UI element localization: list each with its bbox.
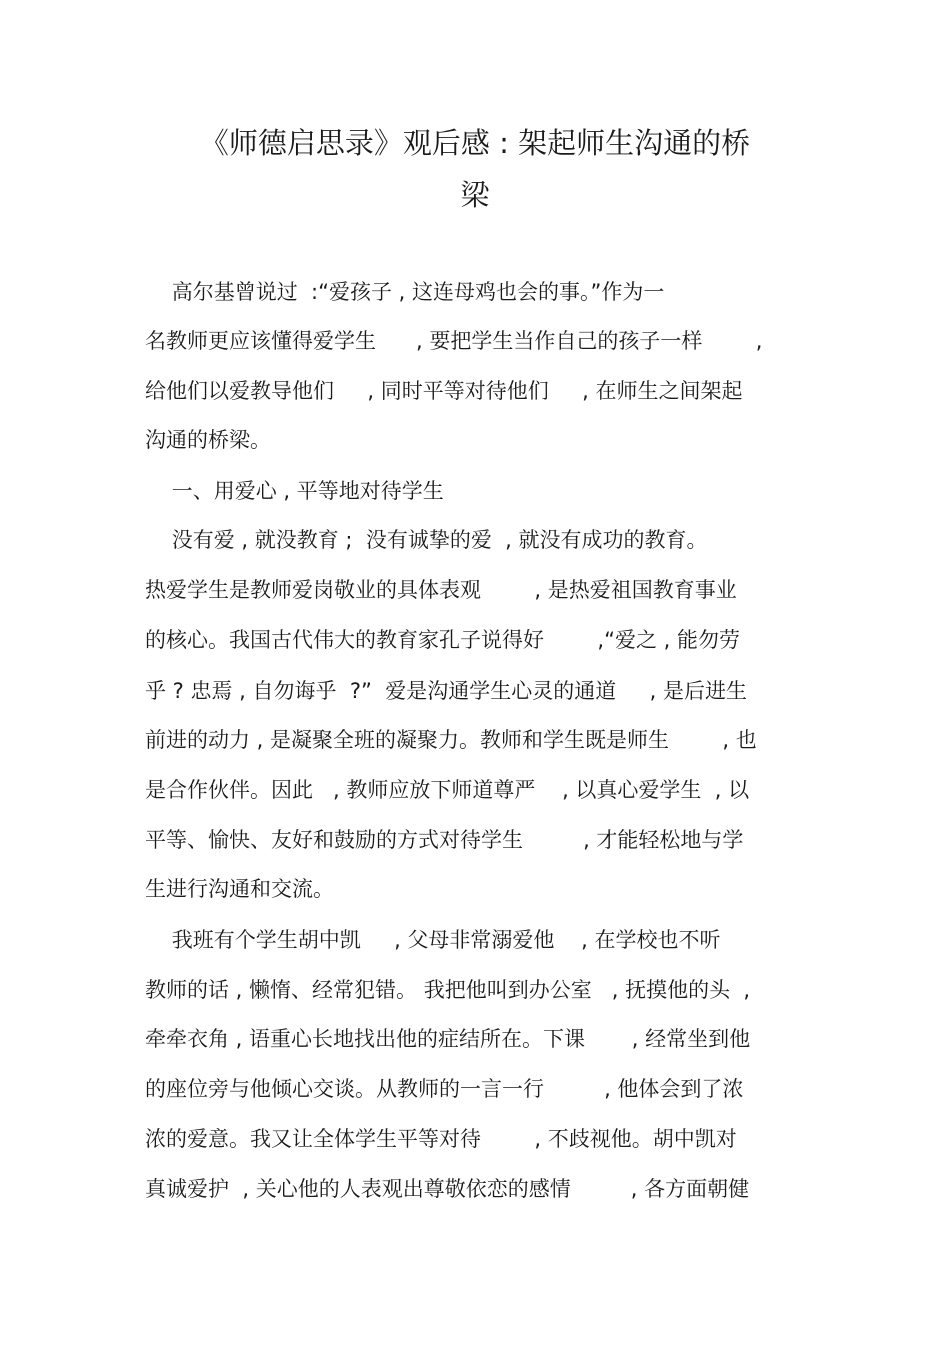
paragraph-line: 牵牵衣角 , 语重心长地找出他的症结所在。下课 , 经常坐到他: [145, 1027, 751, 1051]
paragraph-line: 乎 ? 忠焉 , 自勿诲乎 ?” 爱是沟通学生心灵的通道 , 是后进生: [145, 679, 747, 703]
title-line-1: 《师德启思录》观后感 : 架起师生沟通的桥: [199, 126, 751, 160]
paragraph-line: 前进的动力 , 是凝聚全班的凝聚力。教师和学生既是师生 , 也: [145, 728, 757, 752]
paragraph-line: 没有爱 , 就没教育 ; 没有诚挚的爱 , 就没有成功的教育。: [145, 528, 708, 552]
paragraph-line: 高尔基曾说过 :“爱孩子 , 这连母鸡也会的事。”作为一: [145, 280, 665, 304]
paragraph-line: 教师的话 , 懒惰、经常犯错。 我把他叫到办公室 , 抚摸他的头 ,: [145, 978, 751, 1002]
paragraph-line: 的核心。我国古代伟大的教育家孔子说得好 ,“爱之 , 能勿劳: [145, 628, 740, 652]
paragraph-line: 给他们以爱教导他们 , 同时平等对待他们 , 在师生之间架起: [145, 379, 743, 403]
paragraph-line: 沟通的桥梁。: [145, 428, 271, 452]
document-title: [140, 117, 810, 221]
paragraph-line: 平等、愉快、友好和鼓励的方式对待学生 , 才能轻松地与学: [145, 828, 744, 852]
paragraph-line: 热爱学生是教师爱岗敬业的具体表观 , 是热爱祖国教育事业: [145, 578, 737, 602]
section-heading: 一、用爱心 , 平等地对待学生: [145, 479, 444, 503]
paragraph-line: 真诚爱护 , 关心他的人表观出尊敬依恋的感情 , 各方面朝健: [145, 1177, 750, 1201]
paragraph-line: 生进行沟通和交流。: [145, 877, 334, 901]
paragraph-line: 浓的爱意。我又让全体学生平等对待 , 不歧视他。胡中凯对: [145, 1127, 737, 1151]
paragraph-line: 的座位旁与他倾心交谈。从教师的一言一行 , 他体会到了浓: [145, 1077, 744, 1101]
paragraph-line: 名教师更应该懂得爱学生 , 要把学生当作自己的孩子一样 ,: [145, 329, 763, 353]
paragraph-line: 是合作伙伴。因此 , 教师应放下师道尊严 , 以真心爱学生 , 以: [145, 778, 750, 802]
title-line-2: 梁: [460, 178, 490, 212]
paragraph-line: 我班有个学生胡中凯 , 父母非常溺爱他 , 在学校也不听: [145, 928, 721, 952]
